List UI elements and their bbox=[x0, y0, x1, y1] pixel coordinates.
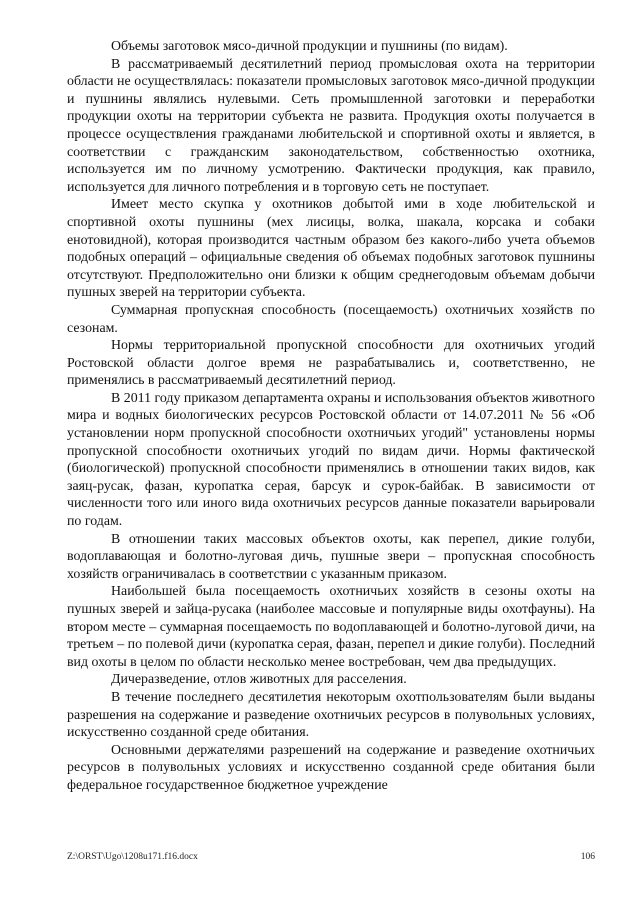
file-path: Z:\ORST\Ugo\1208u171.f16.docx bbox=[67, 852, 198, 862]
page-number: 106 bbox=[580, 852, 595, 862]
paragraph-4: Суммарная пропускная способность (посещаемость) охотничьих хозяйств по сезонам. bbox=[67, 302, 595, 336]
document-body bbox=[67, 38, 595, 795]
paragraph-8: Наибольшей была посещаемость охотничьих хозяйств в сезоны охоты на пушных зверей и зайца-русака (наиболее массовые и популярные виды охотфауны). На втором месте – суммарная посещаемость по водоплавающей и болотно-луговой дичи, на третьем – по полевой дичи (куропатка серая, фазан, перепел и дикие голуби). Последний вид охоты в целом по области несколько менее востребован, чем два предыдущих. bbox=[67, 584, 595, 670]
paragraph-7: В отношении таких массовых объектов охоты, как перепел, дикие голуби, водоплавающая и болотно-луговая дичь, пушные звери – пропускная способность хозяйств ограничивалась в соответствии с указанным приказом. bbox=[67, 531, 595, 582]
paragraph-11: Основными держателями разрешений на содержание и разведение охотничьих ресурсов в полувольных условиях и искусственно созданной среде обитания были федеральное государственное бюджетное учреждение bbox=[67, 742, 595, 793]
paragraph-2: В рассматриваемый десятилетний период промысловая охота на территории области не осуществлялась: показатели промысловых заготовок мясо-дичной продукции и пушнины являлись нулевыми. Сеть промышленной заготовки и переработки продукции охоты на территории субъекта не развита. Продукция охоты получается в процессе осуществления гражданами любительской и спортивной охоты и является, в соответствии с гражданским законодательством, собственностью охотника, используется им по личному усмотрению. Фактически продукция, как правило, используется для личного потребления и в торговую сеть не поступает. bbox=[67, 56, 595, 195]
paragraph-6: В 2011 году приказом департамента охраны и использования объектов животного мира и водных биологических ресурсов Ростовской области от 14.07.2011 № 56 «Об установлении норм пропускной способности охотничьих угодий" установлены нормы пропускной способности охотничьих угодий по видам дичи. Нормы фактической (биологической) пропускной способности применялись в отношении таких видов, как заяц-русак, фазан, куропатка серая, барсук и сурок-байбак. В зависимости от численности того или иного вида охотничьих ресурсов данные показатели варьировали по годам. bbox=[67, 390, 595, 530]
paragraph-3: Имеет место скупка у охотников добытой ими в ходе любительской и спортивной охоты пушнины (мех лисицы, волка, шакала, корсака и собаки енотовидной), которая производится частным образом без какого-либо учета объемов подобных операций – официальные сведения об объемах подобных заготовок пушнины отсутствуют. Предположительно они близки к общим среднегодовым объемам добычи пушных зверей на территории субъекта. bbox=[67, 197, 595, 301]
paragraph-1: Объемы заготовок мясо-дичной продукции и пушнины (по видам). bbox=[111, 39, 508, 54]
paragraph-9: Дичеразведение, отлов животных для расселения. bbox=[111, 672, 407, 688]
paragraph-5: Нормы территориальной пропускной способности для охотничьих угодий Ростовской области долгое время не разрабатывались и, соответственно, не применялись в рассматриваемый десятилетний период. bbox=[67, 338, 595, 389]
paragraph-10: В течение последнего десятилетия некоторым охотпользователям были выданы разрешения на содержание и разведение охотничьих ресурсов в полувольных условиях, искусственно созданной среде обитания. bbox=[67, 689, 595, 741]
page-footer bbox=[67, 852, 595, 862]
